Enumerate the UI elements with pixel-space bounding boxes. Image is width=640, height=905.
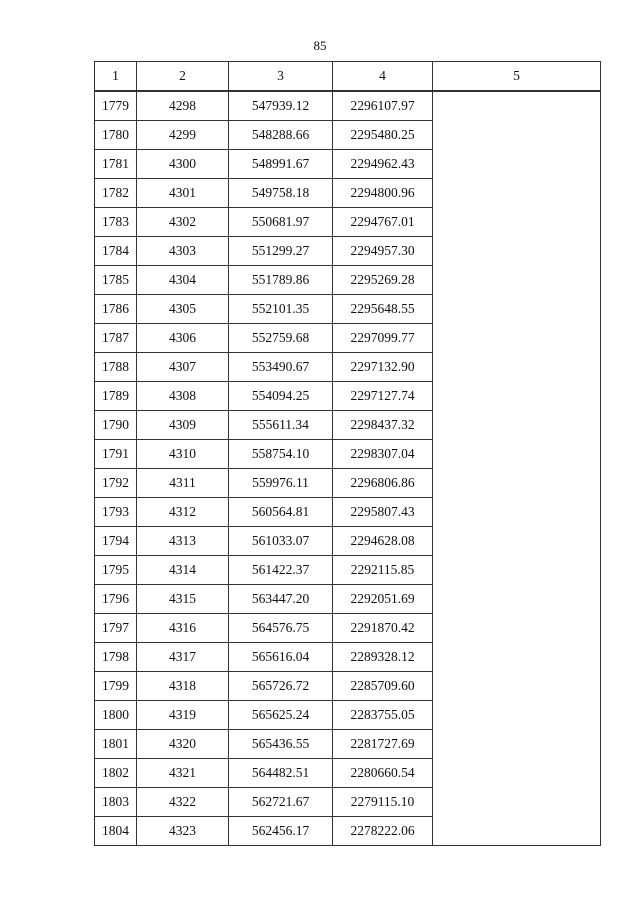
x-coordinate-cell: 552759.68: [229, 324, 333, 353]
y-coordinate-cell: 2294767.01: [333, 208, 433, 237]
table-row: [95, 498, 601, 527]
vertex-number-cell: 4305: [137, 295, 229, 324]
vertex-number-cell: 4301: [137, 179, 229, 208]
x-coordinate-cell: 565436.55: [229, 730, 333, 759]
x-coordinate-cell: 565625.24: [229, 701, 333, 730]
vertex-number-cell: 4300: [137, 150, 229, 179]
note-cell: [433, 382, 601, 411]
point-number-cell: 1794: [95, 527, 137, 556]
x-coordinate-cell: 560564.81: [229, 498, 333, 527]
vertex-number-cell: 4309: [137, 411, 229, 440]
x-coordinate-cell: 561422.37: [229, 556, 333, 585]
vertex-number-cell: 4323: [137, 817, 229, 846]
x-coordinate-cell: 551299.27: [229, 237, 333, 266]
vertex-number-cell: 4322: [137, 788, 229, 817]
table-row: [95, 614, 601, 643]
y-coordinate-cell: 2294800.96: [333, 179, 433, 208]
table-row: [95, 121, 601, 150]
point-number-cell: 1791: [95, 440, 137, 469]
table-row: [95, 672, 601, 701]
vertex-number-cell: 4314: [137, 556, 229, 585]
point-number-cell: 1789: [95, 382, 137, 411]
y-coordinate-cell: 2294957.30: [333, 237, 433, 266]
coordinates-table: [94, 61, 601, 846]
vertex-number-cell: 4315: [137, 585, 229, 614]
vertex-number-cell: 4317: [137, 643, 229, 672]
note-cell: [433, 121, 601, 150]
vertex-number-cell: 4319: [137, 701, 229, 730]
note-cell: [433, 469, 601, 498]
point-number-cell: 1783: [95, 208, 137, 237]
vertex-number-cell: 4306: [137, 324, 229, 353]
x-coordinate-cell: 565726.72: [229, 672, 333, 701]
point-number-cell: 1787: [95, 324, 137, 353]
table-row: [95, 353, 601, 382]
y-coordinate-cell: 2280660.54: [333, 759, 433, 788]
table-row: [95, 91, 601, 121]
table-row: [95, 469, 601, 498]
note-cell: [433, 614, 601, 643]
y-coordinate-cell: 2297127.74: [333, 382, 433, 411]
table-row: [95, 759, 601, 788]
x-coordinate-cell: 549758.18: [229, 179, 333, 208]
note-cell: [433, 585, 601, 614]
table-row: [95, 440, 601, 469]
point-number-cell: 1796: [95, 585, 137, 614]
x-coordinate-cell: 552101.35: [229, 295, 333, 324]
point-number-cell: 1780: [95, 121, 137, 150]
x-coordinate-cell: 562721.67: [229, 788, 333, 817]
point-number-cell: 1803: [95, 788, 137, 817]
vertex-number-cell: 4310: [137, 440, 229, 469]
y-coordinate-cell: 2291870.42: [333, 614, 433, 643]
note-cell: [433, 643, 601, 672]
vertex-number-cell: 4307: [137, 353, 229, 382]
y-coordinate-cell: 2295807.43: [333, 498, 433, 527]
note-cell: [433, 208, 601, 237]
note-cell: [433, 353, 601, 382]
y-coordinate-cell: 2295269.28: [333, 266, 433, 295]
table-row: [95, 411, 601, 440]
table-row: [95, 788, 601, 817]
vertex-number-cell: 4320: [137, 730, 229, 759]
note-cell: [433, 150, 601, 179]
table-row: [95, 208, 601, 237]
vertex-number-cell: 4318: [137, 672, 229, 701]
y-coordinate-cell: 2297132.90: [333, 353, 433, 382]
point-number-cell: 1784: [95, 237, 137, 266]
point-number-cell: 1779: [95, 91, 137, 121]
point-number-cell: 1781: [95, 150, 137, 179]
y-coordinate-cell: 2283755.05: [333, 701, 433, 730]
y-coordinate-cell: 2296107.97: [333, 91, 433, 121]
x-coordinate-cell: 558754.10: [229, 440, 333, 469]
table-body: [95, 91, 601, 846]
y-coordinate-cell: 2281727.69: [333, 730, 433, 759]
point-number-cell: 1782: [95, 179, 137, 208]
note-cell: [433, 788, 601, 817]
x-coordinate-cell: 555611.34: [229, 411, 333, 440]
table-row: [95, 527, 601, 556]
x-coordinate-cell: 564576.75: [229, 614, 333, 643]
y-coordinate-cell: 2285709.60: [333, 672, 433, 701]
header-cell-4: 4: [333, 62, 433, 92]
note-cell: [433, 527, 601, 556]
y-coordinate-cell: 2292115.85: [333, 556, 433, 585]
x-coordinate-cell: 548288.66: [229, 121, 333, 150]
note-cell: [433, 411, 601, 440]
table-row: [95, 382, 601, 411]
x-coordinate-cell: 564482.51: [229, 759, 333, 788]
vertex-number-cell: 4312: [137, 498, 229, 527]
note-cell: [433, 324, 601, 353]
header-cell-5: 5: [433, 62, 601, 92]
table-row: [95, 701, 601, 730]
point-number-cell: 1802: [95, 759, 137, 788]
note-cell: [433, 440, 601, 469]
y-coordinate-cell: 2278222.06: [333, 817, 433, 846]
table-row: [95, 295, 601, 324]
header-cell-1: 1: [95, 62, 137, 92]
x-coordinate-cell: 559976.11: [229, 469, 333, 498]
y-coordinate-cell: 2294962.43: [333, 150, 433, 179]
point-number-cell: 1801: [95, 730, 137, 759]
note-cell: [433, 817, 601, 846]
point-number-cell: 1795: [95, 556, 137, 585]
x-coordinate-cell: 553490.67: [229, 353, 333, 382]
vertex-number-cell: 4308: [137, 382, 229, 411]
point-number-cell: 1800: [95, 701, 137, 730]
note-cell: [433, 237, 601, 266]
vertex-number-cell: 4321: [137, 759, 229, 788]
y-coordinate-cell: 2279115.10: [333, 788, 433, 817]
x-coordinate-cell: 562456.17: [229, 817, 333, 846]
x-coordinate-cell: 554094.25: [229, 382, 333, 411]
table-row: [95, 150, 601, 179]
point-number-cell: 1790: [95, 411, 137, 440]
table-row: [95, 179, 601, 208]
point-number-cell: 1792: [95, 469, 137, 498]
x-coordinate-cell: 548991.67: [229, 150, 333, 179]
table-row: [95, 730, 601, 759]
vertex-number-cell: 4304: [137, 266, 229, 295]
point-number-cell: 1804: [95, 817, 137, 846]
vertex-number-cell: 4316: [137, 614, 229, 643]
note-cell: [433, 672, 601, 701]
point-number-cell: 1788: [95, 353, 137, 382]
table-row: [95, 817, 601, 846]
vertex-number-cell: 4298: [137, 91, 229, 121]
note-cell: [433, 179, 601, 208]
x-coordinate-cell: 547939.12: [229, 91, 333, 121]
header-cell-2: 2: [137, 62, 229, 92]
y-coordinate-cell: 2294628.08: [333, 527, 433, 556]
point-number-cell: 1785: [95, 266, 137, 295]
note-cell: [433, 730, 601, 759]
note-cell: [433, 759, 601, 788]
table-header: [95, 62, 601, 92]
vertex-number-cell: 4299: [137, 121, 229, 150]
vertex-number-cell: 4311: [137, 469, 229, 498]
y-coordinate-cell: 2289328.12: [333, 643, 433, 672]
point-number-cell: 1786: [95, 295, 137, 324]
note-cell: [433, 266, 601, 295]
y-coordinate-cell: 2298307.04: [333, 440, 433, 469]
x-coordinate-cell: 551789.86: [229, 266, 333, 295]
header-cell-3: 3: [229, 62, 333, 92]
vertex-number-cell: 4302: [137, 208, 229, 237]
note-cell: [433, 701, 601, 730]
table-row: [95, 237, 601, 266]
point-number-cell: 1797: [95, 614, 137, 643]
point-number-cell: 1798: [95, 643, 137, 672]
table-row: [95, 266, 601, 295]
x-coordinate-cell: 563447.20: [229, 585, 333, 614]
page-number: 85: [313, 38, 327, 53]
vertex-number-cell: 4303: [137, 237, 229, 266]
note-cell: [433, 295, 601, 324]
x-coordinate-cell: 565616.04: [229, 643, 333, 672]
point-number-cell: 1793: [95, 498, 137, 527]
note-cell: [433, 556, 601, 585]
table-row: [95, 324, 601, 353]
y-coordinate-cell: 2298437.32: [333, 411, 433, 440]
table-row: [95, 643, 601, 672]
y-coordinate-cell: 2297099.77: [333, 324, 433, 353]
header-row: [95, 62, 601, 92]
point-number-cell: 1799: [95, 672, 137, 701]
table-row: [95, 585, 601, 614]
note-cell: [433, 91, 601, 121]
note-cell: [433, 498, 601, 527]
y-coordinate-cell: 2295648.55: [333, 295, 433, 324]
x-coordinate-cell: 550681.97: [229, 208, 333, 237]
y-coordinate-cell: 2296806.86: [333, 469, 433, 498]
table-row: [95, 556, 601, 585]
y-coordinate-cell: 2295480.25: [333, 121, 433, 150]
y-coordinate-cell: 2292051.69: [333, 585, 433, 614]
x-coordinate-cell: 561033.07: [229, 527, 333, 556]
vertex-number-cell: 4313: [137, 527, 229, 556]
